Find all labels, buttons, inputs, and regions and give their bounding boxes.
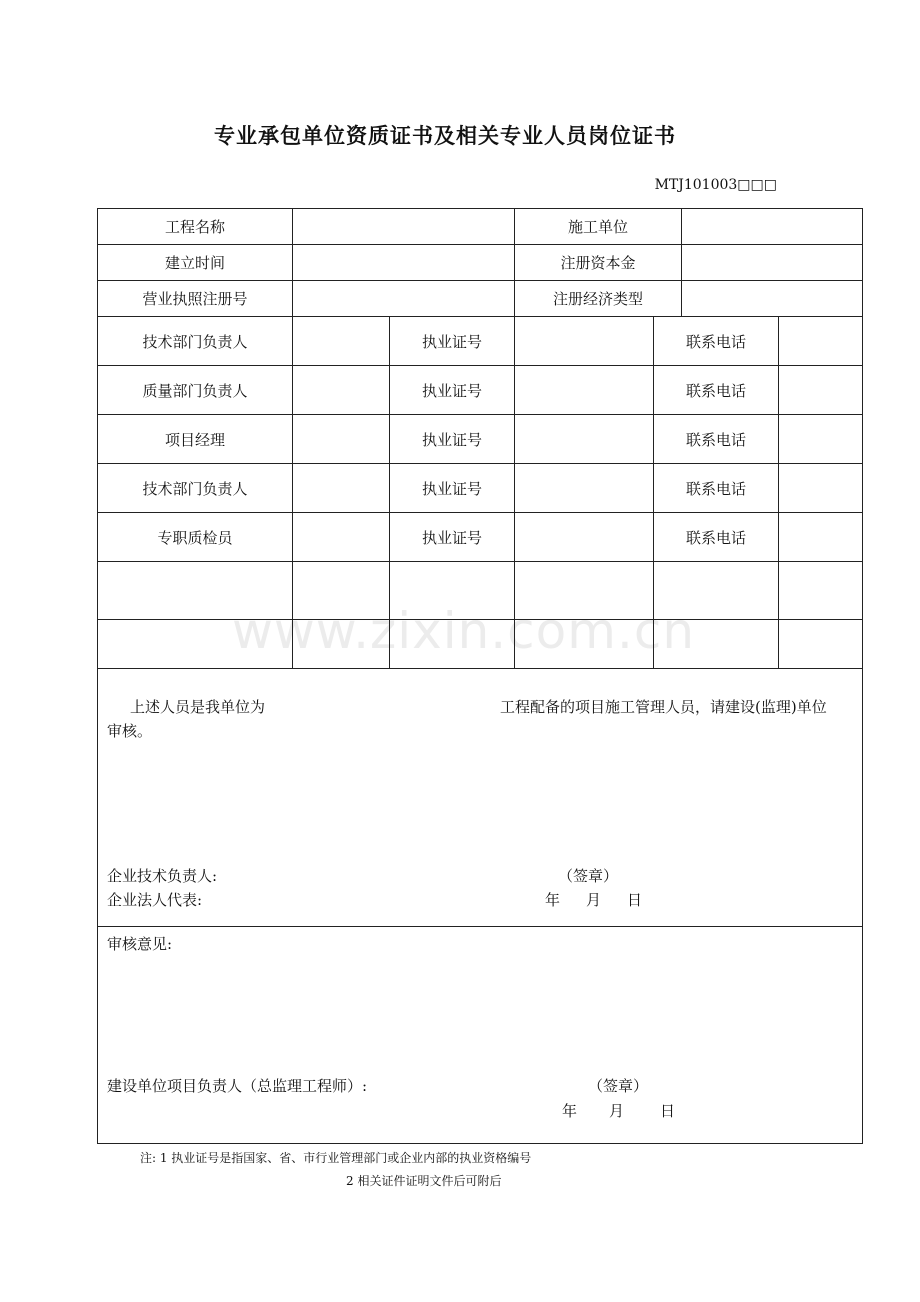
- form-code: MTJ101003□□□: [654, 177, 777, 193]
- staff-name-field[interactable]: [293, 513, 390, 562]
- staff-name-field[interactable]: [293, 366, 390, 415]
- license-number-label: 营业执照注册号: [98, 281, 293, 317]
- tech-head-label: 企业技术负责人:: [107, 867, 218, 885]
- staff-role-label: 专职质检员: [98, 513, 293, 562]
- phone-label: 联系电话: [654, 415, 779, 464]
- declaration-year: 年: [545, 891, 561, 909]
- phone-field[interactable]: [779, 366, 862, 415]
- cert-field[interactable]: [515, 415, 654, 464]
- declaration-line1-end: 工程配备的项目施工管理人员，请建设(监理)单位: [500, 698, 827, 716]
- economic-type-label: 注册经济类型: [515, 281, 682, 317]
- economic-type-field[interactable]: [682, 281, 862, 317]
- declaration-line2: 审核。: [107, 722, 153, 740]
- form-table: [97, 208, 863, 1144]
- declaration-line1-start: 上述人员是我单位为: [130, 698, 266, 716]
- review-label: 审核意见:: [107, 935, 173, 953]
- staff-role-label: 技术部门负责人: [98, 317, 293, 366]
- empty-cell[interactable]: [98, 562, 293, 620]
- phone-label: 联系电话: [654, 464, 779, 513]
- review-day: 日: [660, 1102, 676, 1120]
- contractor-field[interactable]: [682, 209, 862, 245]
- empty-cell[interactable]: [98, 620, 293, 669]
- empty-cell[interactable]: [515, 562, 654, 620]
- declaration-sign-label: （签章）: [558, 867, 619, 885]
- phone-field[interactable]: [779, 415, 862, 464]
- empty-cell[interactable]: [779, 562, 862, 620]
- established-date-field[interactable]: [293, 245, 515, 281]
- note-1: 注: 1 执业证号是指国家、省、市行业管理部门或企业内部的执业资格编号: [140, 1151, 532, 1165]
- project-name-field[interactable]: [293, 209, 515, 245]
- phone-field[interactable]: [779, 464, 862, 513]
- document-title: 专业承包单位资质证书及相关专业人员岗位证书: [214, 124, 676, 148]
- registered-capital-field[interactable]: [682, 245, 862, 281]
- cert-label: 执业证号: [390, 464, 515, 513]
- watermark: www.zixin.com.cn: [232, 602, 696, 660]
- established-date-label: 建立时间: [98, 245, 293, 281]
- license-number-field[interactable]: [293, 281, 515, 317]
- cert-field[interactable]: [515, 366, 654, 415]
- phone-field[interactable]: [779, 513, 862, 562]
- cert-field[interactable]: [515, 317, 654, 366]
- phone-field[interactable]: [779, 317, 862, 366]
- empty-cell[interactable]: [293, 620, 390, 669]
- cert-label: 执业证号: [390, 366, 515, 415]
- empty-cell[interactable]: [390, 562, 515, 620]
- empty-cell[interactable]: [654, 620, 779, 669]
- phone-label: 联系电话: [654, 366, 779, 415]
- phone-label: 联系电话: [654, 317, 779, 366]
- contractor-label: 施工单位: [515, 209, 682, 245]
- phone-label: 联系电话: [654, 513, 779, 562]
- legal-rep-label: 企业法人代表:: [107, 891, 203, 909]
- registered-capital-label: 注册资本金: [515, 245, 682, 281]
- declaration-day: 日: [627, 891, 643, 909]
- review-sign-label: （签章）: [588, 1077, 649, 1095]
- cert-field[interactable]: [515, 513, 654, 562]
- empty-cell[interactable]: [779, 620, 862, 669]
- cert-label: 执业证号: [390, 317, 515, 366]
- owner-label: 建设单位项目负责人（总监理工程师）:: [107, 1077, 368, 1095]
- staff-role-label: 项目经理: [98, 415, 293, 464]
- note-2: 2 相关证件证明文件后可附后: [346, 1174, 502, 1188]
- declaration-month: 月: [586, 891, 602, 909]
- cert-label: 执业证号: [390, 513, 515, 562]
- staff-name-field[interactable]: [293, 317, 390, 366]
- empty-cell[interactable]: [654, 562, 779, 620]
- cert-label: 执业证号: [390, 415, 515, 464]
- cert-field[interactable]: [515, 464, 654, 513]
- staff-name-field[interactable]: [293, 464, 390, 513]
- project-name-label: 工程名称: [98, 209, 293, 245]
- staff-name-field[interactable]: [293, 415, 390, 464]
- review-year: 年: [562, 1102, 578, 1120]
- staff-role-label: 技术部门负责人: [98, 464, 293, 513]
- review-month: 月: [609, 1102, 625, 1120]
- staff-role-label: 质量部门负责人: [98, 366, 293, 415]
- empty-cell[interactable]: [515, 620, 654, 669]
- empty-cell[interactable]: [293, 562, 390, 620]
- empty-cell[interactable]: [390, 620, 515, 669]
